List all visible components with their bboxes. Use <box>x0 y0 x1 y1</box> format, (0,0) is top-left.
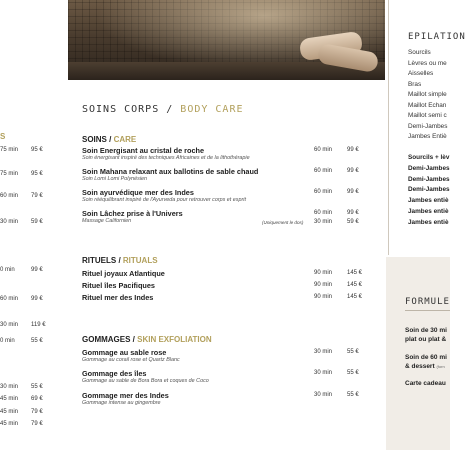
epilation-item: Maillot simple <box>408 91 447 98</box>
epilation-combo-item: Demi-Jambes <box>408 186 450 194</box>
gommage-item-duration: 30 min <box>314 349 333 355</box>
section-title-en: BODY CARE <box>180 104 244 115</box>
left-row-duration: 0 min <box>0 267 15 273</box>
soin-item-note: (Uniquement le dos) <box>262 220 304 225</box>
gommages-accent: SKIN EXFOLIATION <box>137 335 212 344</box>
formule-line: Soin de 60 mi <box>405 354 447 361</box>
epilation-combo-item: Jambes entiè <box>408 197 449 205</box>
soin-item-price: 99 € <box>347 147 359 153</box>
soin-item-duration: 60 min <box>314 189 333 195</box>
soin-item-duration: 60 min <box>314 168 333 174</box>
formule-line <box>405 363 445 370</box>
gommage-item-desc: Gommage au corail rose et Quartz Blanc <box>82 357 180 363</box>
epilation-combo-item: Jambes entiè <box>408 208 449 215</box>
formule-title: FORMULE <box>405 297 450 307</box>
soin-item-desc: Soin Lomi Lomi Polynésien <box>82 176 148 182</box>
epilation-item: Jambes Entiè <box>408 133 447 140</box>
section-title <box>82 104 243 115</box>
left-row-duration: 30 min <box>0 384 19 390</box>
left-row-price: 119 € <box>31 322 46 328</box>
left-row-duration: 0 min <box>0 338 15 344</box>
soin-item-price-alt: 59 € <box>347 219 359 225</box>
left-row-duration: 45 min <box>0 409 19 415</box>
soin-item-price: 99 € <box>347 168 359 174</box>
left-row-price: 79 € <box>31 193 43 199</box>
left-row-duration: 60 min <box>0 193 19 199</box>
gommage-item-price: 55 € <box>347 392 359 398</box>
rituel-item-price: 145 € <box>347 294 363 300</box>
soin-item-price: 99 € <box>347 210 359 216</box>
rituel-item-duration: 90 min <box>314 270 333 276</box>
formule-line-note: (forn <box>436 364 445 369</box>
left-row-duration: 30 min <box>0 219 19 225</box>
epilation-combo-item: Demi-Jambes <box>408 175 450 183</box>
epilation-item: Demi-Jambes <box>408 122 448 130</box>
gommages-heading <box>82 335 212 344</box>
soin-item-name: Soin Energisant au cristal de roche <box>82 146 205 155</box>
rituel-item-price: 145 € <box>347 270 363 276</box>
soin-item-desc: Massage Californien <box>82 218 132 224</box>
epilation-combo-item: Demi-Jambes <box>408 164 450 172</box>
soin-item-name: Soin Lâchez prise à l'Univers <box>82 209 183 218</box>
rituel-item-name: Rituel îles Pacifiques <box>82 281 155 290</box>
left-row-price: 95 € <box>31 171 43 177</box>
left-row-duration: 60 min <box>0 296 19 302</box>
left-column-header: S <box>0 132 6 141</box>
soin-item-duration: 60 min <box>314 147 333 153</box>
epilation-item: Lèvres ou me <box>408 59 447 67</box>
soins-heading <box>82 135 136 144</box>
left-row-price: 69 € <box>31 396 43 402</box>
formule-line: plat ou plat & <box>405 336 447 343</box>
gommage-item-desc: Gommage au sable de Bora Bora et coques de Coco <box>82 378 209 384</box>
gommage-item-price: 55 € <box>347 370 359 376</box>
left-row-duration: 30 min <box>0 322 19 328</box>
formule-line: Carte cadeau <box>405 380 446 387</box>
rituel-item-name: Rituel mer des Indes <box>82 293 154 302</box>
soin-item-name: Soin ayurvédique mer des Indes <box>82 188 194 197</box>
gommage-item-duration: 30 min <box>314 392 333 398</box>
rituel-item-price: 145 € <box>347 282 363 288</box>
epilation-item: Maillot Echan <box>408 101 447 109</box>
epilation-title: EPILATION <box>408 32 466 42</box>
left-row-price: 99 € <box>31 267 43 273</box>
soins-accent: CARE <box>113 135 137 144</box>
gommage-item-name: Gommage des îles <box>82 369 147 378</box>
gommage-item-desc: Gommage intense au gingembre <box>82 400 161 406</box>
gommages-label: GOMMAGES / <box>82 335 138 344</box>
section-title-fr: SOINS CORPS / <box>82 104 181 115</box>
formule-line: Soin de 30 mi <box>405 327 447 334</box>
epilation-item: Sourcils <box>408 49 431 56</box>
soin-item-desc: Soin rééquilibrant inspiré de l'Ayurveda pour retrouver corps et esprit <box>82 197 246 203</box>
left-row-duration: 75 min <box>0 147 19 153</box>
left-row-price: 99 € <box>31 296 43 302</box>
formule-divider <box>405 310 450 311</box>
column-divider <box>388 0 389 255</box>
epilation-combo-item: Sourcils + lèv <box>408 154 450 161</box>
left-row-duration: 45 min <box>0 421 19 427</box>
rituels-heading <box>82 256 158 265</box>
soin-item-name: Soin Mahana relaxant aux ballotins de sable chaud <box>82 167 259 176</box>
soins-label: SOINS / <box>82 135 114 144</box>
soin-item-desc: Soin énergisant inspiré des techniques Africaines et de la lithothérapie <box>82 155 250 161</box>
rituels-accent: RITUALS <box>122 256 158 265</box>
spa-photo <box>68 0 385 80</box>
rituel-item-duration: 90 min <box>314 282 333 288</box>
rituel-item-name: Rituel joyaux Atlantique <box>82 269 165 278</box>
soin-item-duration-alt: 30 min <box>314 219 333 225</box>
rituel-item-duration: 90 min <box>314 294 333 300</box>
left-row-price: 59 € <box>31 219 43 225</box>
left-row-price: 79 € <box>31 421 43 427</box>
epilation-item: Maillot semi c <box>408 112 447 119</box>
formule-line-text: & dessert <box>405 363 435 370</box>
soin-item-price: 99 € <box>347 189 359 195</box>
left-row-price: 55 € <box>31 384 43 390</box>
gommage-item-duration: 30 min <box>314 370 333 376</box>
gommage-item-name: Gommage au sable rose <box>82 348 167 357</box>
rituels-label: RITUELS / <box>82 256 123 265</box>
gommage-item-name: Gommage mer des Indes <box>82 391 169 400</box>
left-row-duration: 75 min <box>0 171 19 177</box>
left-row-price: 79 € <box>31 409 43 415</box>
left-row-price: 55 € <box>31 338 43 344</box>
epilation-item: Aisselles <box>408 70 434 77</box>
epilation-combo-item: Jambes entiè <box>408 218 449 226</box>
soin-item-duration: 60 min <box>314 210 333 216</box>
left-row-duration: 45 min <box>0 396 19 402</box>
epilation-item: Bras <box>408 80 422 88</box>
left-row-price: 95 € <box>31 147 43 153</box>
gommage-item-price: 55 € <box>347 349 359 355</box>
